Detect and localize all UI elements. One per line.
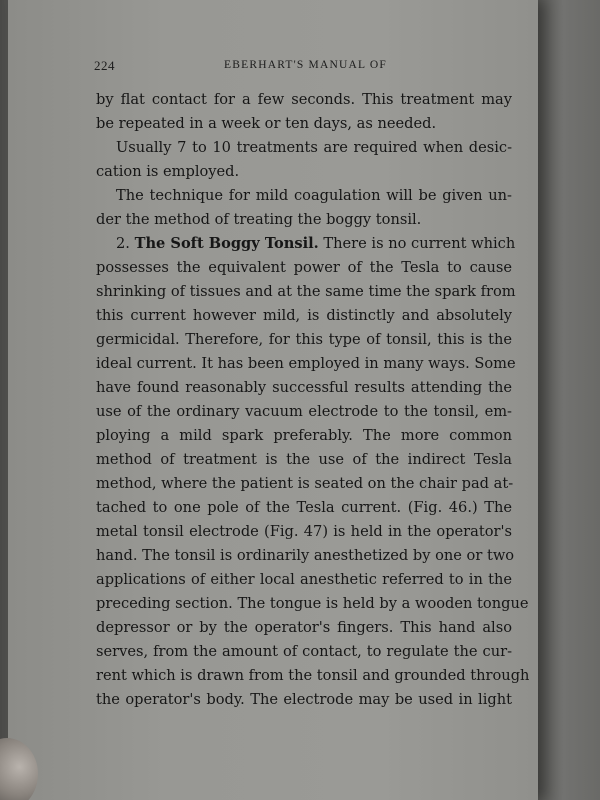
book-page	[8, 0, 538, 800]
text-line: tached to one pole of the Tesla current. (Fig. 46.) The	[96, 499, 512, 516]
text-line: preceding section. The tongue is held by a wooden tongue	[96, 595, 529, 612]
text-line: rent which is drawn from the tonsil and grounded through	[96, 667, 530, 684]
running-head: EBERHART'S MANUAL OF	[224, 59, 387, 71]
text-line: applications of either local anesthetic referred to in the	[96, 571, 512, 588]
text-line: ideal current. It has been employed in many ways. Some	[96, 355, 516, 372]
text-line: serves, from the amount of contact, to regulate the cur-	[96, 643, 512, 660]
page-number: 224	[94, 58, 115, 73]
text-line: be repeated in a week or ten days, as needed.	[96, 115, 437, 132]
text-line: Usually 7 to 10 treatments are required when desic-	[116, 139, 512, 156]
text-line: possesses the equivalent power of the Tesla to cause	[96, 259, 512, 276]
text-line: cation is employed.	[96, 163, 240, 180]
section-heading-rest: There is no current which	[318, 235, 516, 252]
text-line: ploying a mild spark preferably. The more common	[96, 427, 512, 444]
text-line: use of the ordinary vacuum electrode to the tonsil, em-	[96, 403, 512, 420]
page-header	[94, 58, 514, 76]
section-number: 2.	[116, 235, 135, 252]
text-line: der the method of treating the boggy tonsil.	[96, 211, 422, 228]
text-line: depressor or by the operator's fingers. This hand also	[96, 619, 512, 636]
text-line: have found reasonably successful results attending the	[96, 379, 512, 396]
text-line: the operator's body. The electrode may be used in light	[96, 691, 512, 708]
text-line: metal tonsil electrode (Fig. 47) is held in the operator's	[96, 523, 512, 540]
text-line: by flat contact for a few seconds. This treatment may	[96, 91, 512, 108]
text-line: method, where the patient is seated on the chair pad at-	[96, 475, 514, 492]
text-line: this current however mild, is distinctly and absolutely	[96, 307, 512, 324]
text-line: germicidal. Therefore, for this type of tonsil, this is the	[96, 331, 512, 348]
section-heading-line	[96, 232, 516, 256]
text-line: method of treatment is the use of the indirect Tesla	[96, 451, 512, 468]
section-title: The Soft Boggy Tonsil.	[134, 235, 319, 252]
adjacent-page-edge	[538, 0, 600, 800]
text-line: hand. The tonsil is ordinarily anesthetized by one or two	[96, 547, 515, 564]
text-line: shrinking of tissues and at the same time the spark from	[96, 283, 516, 300]
text-line: The technique for mild coagulation will be given un-	[116, 187, 512, 204]
body-text	[96, 88, 530, 712]
